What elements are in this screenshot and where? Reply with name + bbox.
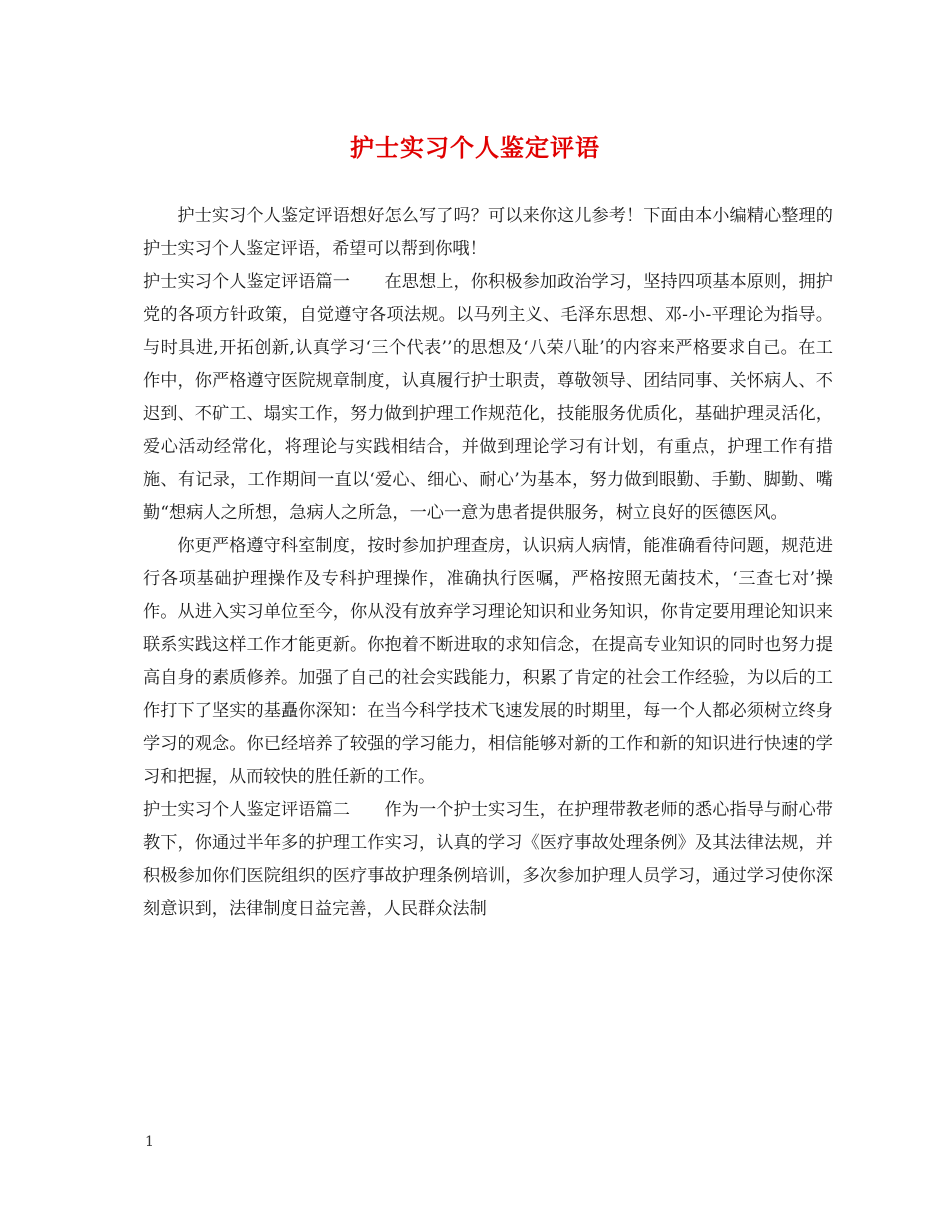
section-two-paragraph: 护士实习个人鉴定评语篇二 作为一个护士实习生，在护理带教老师的悉心指导与耐心带教下，你通过半年多的护理工作实习，认真的学习《医疗事故处理条例》及其法律法规，并积极参加你们医院组织的医疗事故护理条例培训，多次参加护理人员学习，通过学习使你深刻意识到，法律制度日益完善，人民群众法制 — [143, 800, 833, 919]
section-one-continued-paragraph: 你更严格遵守科室制度，按时参加护理查房，认识病人病情，能准确看待问题，规范进行各项基础护理操作及专科护理操作，准确执行医嘱，严格按照无菌技术，‘三查七对’操作。从进入实习单位至今，你从没有放弃学习理论知识和业务知识，你肯定要用理论知识来联系实践这样工作才能更新。你抱着不断进取的求知信念，在提高专业知识的同时也努力提高自身的素质修养。加强了自己的社会实践能力，积累了肯定的社会工作经验，为以后的工作打下了坚实的基矗你深知：在当今科学技术飞速发展的时期里，每一个人都必须树立终身学习的观念。你已经培养了较强的学习能力，相信能够对新的工作和新的知识进行快速的学习和把握，从而较快的胜任新的工作。 — [143, 536, 833, 787]
section-one-paragraph: 护士实习个人鉴定评语篇一 在思想上，你积极参加政治学习，坚持四项基本原则，拥护党的各项方针政策，自觉遵守各项法规。以马列主义、毛泽东思想、邓-小-平理论为指导。与时具进,开拓创新,认真学习‘三个代表’’的思想及‘八荣八耻’的内容来严格要求自己。在工作中，你严格遵守医院规章制度，认真履行护士职责，尊敬领导、团结同事、关怀病人、不迟到、不矿工、塌实工作，努力做到护理工作规范化，技能服务优质化，基础护理灵活化，爱心活动经常化，将理论与实践相结合，并做到理论学习有计划，有重点，护理工作有措施、有记录，工作期间一直以‘爱心、细心、耐心’为基本，努力做到眼勤、手勤、脚勤、嘴勤“想病人之所想，急病人之所急，一心一意为患者提供服务，树立良好的医德医风。 — [143, 272, 833, 523]
intro-paragraph: 护士实习个人鉴定评语想好怎么写了吗？可以来你这儿参考！下面由本小编精心整理的护士实习个人鉴定评语，希望可以帮到你哦！ — [143, 206, 833, 259]
document-body — [143, 200, 833, 926]
page-number: 1 — [145, 1134, 154, 1150]
document-title: 护士实习个人鉴定评语 — [350, 133, 600, 162]
